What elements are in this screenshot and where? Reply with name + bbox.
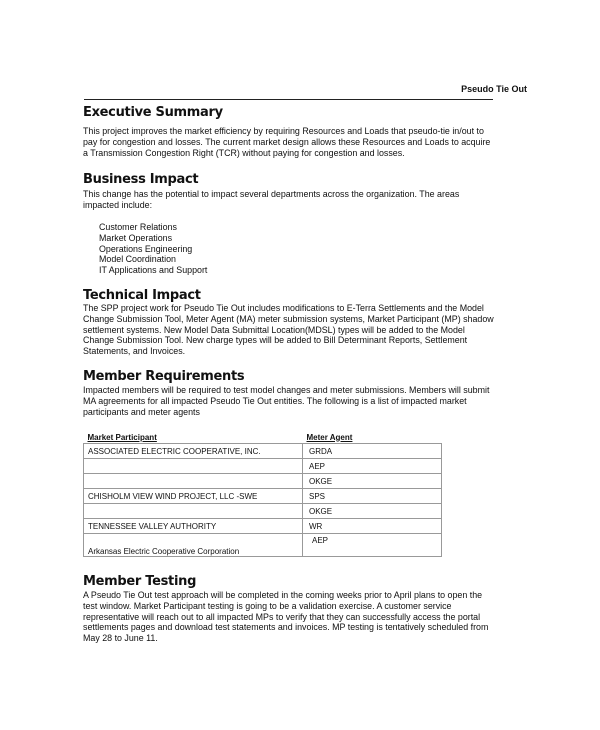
text-line: A Pseudo Tie Out test approach will be completed in the coming weeks prior to April plans to open the: [83, 590, 483, 600]
heading-executive-summary: Executive Summary: [83, 105, 223, 120]
page-header-title: Pseudo Tie Out: [461, 84, 527, 94]
market-participant-cell: Arkansas Electric Cooperative Corporation: [84, 534, 303, 557]
heading-member-requirements: Member Requirements: [83, 369, 245, 384]
text-line: May 28 to June 11.: [83, 633, 158, 644]
meter-agent-cell: SPS: [303, 489, 442, 504]
market-participant-cell: [84, 459, 303, 474]
text-line: impacted include:: [83, 199, 153, 210]
meter-agent-cell: OKGE: [303, 474, 442, 489]
meter-agent-cell: AEP: [303, 459, 442, 474]
list-item: Market Operations: [99, 232, 173, 243]
meter-agent-cell: WR: [303, 519, 442, 534]
text-line: a Transmission Congestion Right (TCR) without paying for congestion and losses.: [83, 147, 405, 158]
technical-impact-text: [83, 303, 494, 357]
text-line: Impacted members will be required to test model changes and meter submissions. Members will submit: [83, 385, 490, 395]
heading-business-impact: Business Impact: [83, 172, 199, 187]
table-row: [84, 489, 442, 504]
text-line: pay for congestion and losses. The current market design allows these Resources and Loads to acquire: [83, 136, 491, 147]
text-line: representative will reach out to all impacted MPs to verify that they can successfully access the portal: [83, 611, 481, 622]
table-row: [84, 534, 442, 557]
column-header-market-participant: Market Participant: [87, 432, 157, 442]
market-participant-cell: [84, 474, 303, 489]
table-row: [84, 504, 442, 519]
heading-technical-impact: Technical Impact: [83, 288, 201, 303]
header-rule: [84, 99, 493, 100]
participants-table: [83, 431, 442, 557]
list-item: Model Coordination: [99, 254, 176, 265]
market-participant-cell: [84, 504, 303, 519]
table-header-row: [84, 431, 442, 444]
table-row: [84, 459, 442, 474]
impacted-areas-list: [99, 222, 207, 276]
meter-agent-cell: AEP: [303, 534, 442, 557]
text-line: test window. Market Participant testing is going to be a validation exercise. A customer service: [83, 600, 452, 611]
text-line: Change Submission Tool. New charge types will be added to Bill Determinant Reports, Settlement: [83, 335, 468, 346]
text-line: settlements pages and download test statements and invoices. MP testing is tentatively scheduled from: [83, 622, 489, 633]
list-item: Customer Relations: [99, 222, 177, 232]
text-line: participants and meter agents: [83, 406, 200, 417]
member-requirements-text: [83, 385, 489, 417]
text-line: This change has the potential to impact several departments across the organization. The areas: [83, 189, 460, 199]
member-testing-text: [83, 590, 488, 644]
list-item: Operations Engineering: [99, 243, 193, 254]
text-line: MA agreements for all impacted Pseudo Tie Out entities. The following is a list of impacted market: [83, 395, 467, 406]
table-row: [84, 444, 442, 459]
text-line: The SPP project work for Pseudo Tie Out includes modifications to E-Terra Settlements and the Model: [83, 303, 484, 313]
market-participant-cell: TENNESSEE VALLEY AUTHORITY: [84, 519, 303, 534]
meter-agent-cell: GRDA: [303, 444, 442, 459]
text-line: This project improves the market efficiency by requiring Resources and Loads that pseudo-tie in/out to: [83, 126, 484, 136]
table-row: [84, 474, 442, 489]
market-participant-cell: ASSOCIATED ELECTRIC COOPERATIVE, INC.: [84, 444, 303, 459]
column-header-meter-agent: Meter Agent: [306, 432, 353, 442]
list-item: IT Applications and Support: [99, 265, 208, 276]
market-participant-cell: CHISHOLM VIEW WIND PROJECT, LLC -SWE: [84, 489, 303, 504]
text-line: Change Submission Tool, Meter Agent (MA) meter submission systems, Market Participant (MP) shadow: [83, 313, 494, 324]
text-line: Statements, and Invoices.: [83, 346, 186, 357]
text-line: settlement systems. New Model Data Submittal Location(MDSL) types will be added to the Model: [83, 324, 465, 335]
business-impact-text: [83, 189, 459, 211]
heading-member-testing: Member Testing: [83, 574, 197, 589]
meter-agent-cell: OKGE: [303, 504, 442, 519]
executive-summary-text: [83, 126, 490, 158]
table-row: [84, 519, 442, 534]
